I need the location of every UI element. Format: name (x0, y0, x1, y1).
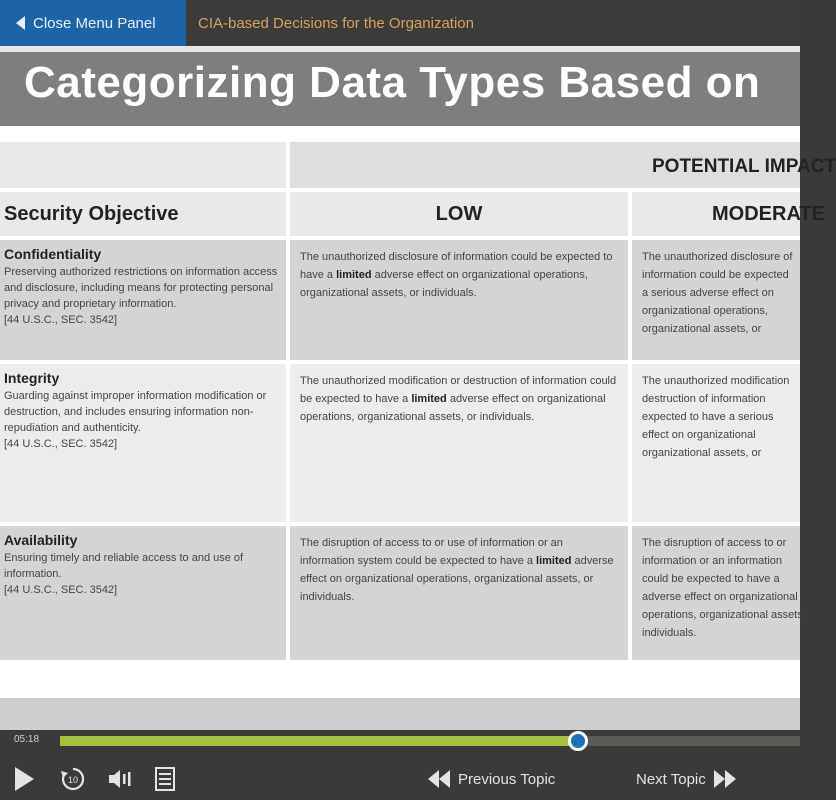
previous-topic-label: Previous Topic (458, 770, 556, 788)
moderate-line: adverse effect on organizational (642, 591, 798, 603)
security-objective-header (0, 192, 286, 236)
transcript-button[interactable] (152, 764, 178, 794)
previous-topic-button[interactable] (428, 764, 555, 794)
moderate-label: MODERATE (712, 203, 825, 225)
impact-table (0, 138, 836, 698)
svg-text:10: 10 (67, 775, 79, 785)
moderate-line: individuals. (642, 627, 697, 639)
low-impact-text-end: adverse effect on organizational operations, organizational assets, or individuals. (300, 555, 614, 603)
next-topic-label: Next Topic (636, 770, 706, 788)
play-icon (12, 765, 36, 793)
objective-name: Integrity (4, 370, 60, 386)
low-header (290, 192, 628, 236)
low-impact-emphasis: limited (411, 393, 447, 405)
low-impact-text: The unauthorized disclosure of information could be expected to have a (300, 251, 613, 281)
potential-impact-label: POTENTIAL IMPACT (652, 156, 836, 177)
low-impact-text: The disruption of access to or use of information or an information system could be expected to have a (300, 537, 563, 567)
progress-fill (60, 736, 578, 746)
objective-name: Availability (4, 532, 78, 548)
moderate-line: a serious adverse effect on (642, 287, 774, 299)
moderate-line: effect on organizational (642, 429, 756, 441)
slide-title: Categorizing Data Types Based on (24, 58, 761, 107)
table-row-confidentiality-moderate (632, 240, 800, 360)
low-impact-emphasis: limited (336, 269, 372, 281)
low-impact-emphasis: limited (536, 555, 572, 567)
low-impact-text: The unauthorized modification or destruction of information could be expected to have a (300, 375, 617, 405)
double-chevron-left-icon (428, 770, 450, 788)
elapsed-time: 05:18 (14, 734, 40, 745)
moderate-line: operations, organizational assets (642, 609, 803, 621)
chevron-left-icon (16, 16, 25, 30)
table-row-availability-moderate (632, 526, 803, 660)
table-row-availability-low (290, 526, 628, 660)
objective-name: Confidentiality (4, 246, 102, 262)
close-menu-panel-button[interactable] (0, 0, 186, 46)
moderate-line: organizational assets, or (642, 447, 762, 459)
low-impact-text-end: adverse effect on organizational operations, organizational assets, or individuals. (300, 393, 606, 423)
table-row-integrity-moderate (632, 364, 800, 522)
transcript-icon (154, 766, 176, 792)
topic-title: CIA-based Decisions for the Organization (198, 14, 474, 32)
objective-description: Preserving authorized restrictions on information access and disclosure, including means for protecting personal privacy and proprietary information. (4, 266, 278, 310)
moderate-line: destruction of information (642, 393, 766, 405)
low-label: LOW (435, 203, 483, 225)
volume-button[interactable] (106, 764, 134, 794)
table-row-integrity-objective (0, 364, 286, 522)
slide-title-band (0, 52, 800, 126)
moderate-line: The unauthorized disclosure of (642, 251, 793, 263)
table-row-availability-objective (0, 526, 286, 660)
volume-icon (107, 767, 133, 791)
moderate-line: information or an information (642, 555, 783, 567)
moderate-line: The unauthorized modification (642, 375, 790, 387)
table-corner (0, 142, 286, 188)
security-objective-label: Security Objective (4, 203, 179, 225)
double-chevron-right-icon (714, 770, 736, 788)
objective-description: Guarding against improper information modification or destruction, and includes ensuring information non-repudiation and authenticity. (4, 390, 267, 434)
table-row-integrity-low (290, 364, 628, 522)
replay-10-icon (59, 765, 87, 793)
moderate-line: organizational assets, or (642, 323, 762, 335)
low-impact-text-end: adverse effect on organizational operations, organizational assets, or individuals. (300, 269, 588, 299)
objective-description: Ensuring timely and reliable access to and use of information. (4, 552, 244, 580)
moderate-line: organizational operations, (642, 305, 768, 317)
objective-reference: [44 U.S.C., SEC. 3542] (4, 438, 118, 450)
moderate-line: expected to have a serious (642, 411, 774, 423)
potential-impact-header (290, 142, 836, 188)
objective-reference: [44 U.S.C., SEC. 3542] (4, 584, 118, 596)
play-button[interactable] (10, 764, 38, 794)
progress-bar[interactable] (60, 736, 800, 746)
moderate-line: The disruption of access to or (642, 537, 787, 549)
table-row-confidentiality-objective (0, 240, 286, 360)
slide-footer (0, 698, 800, 730)
next-topic-button[interactable] (636, 764, 736, 794)
moderate-header (632, 192, 825, 236)
moderate-line: could be expected to have a (642, 573, 780, 585)
objective-reference: [44 U.S.C., SEC. 3542] (4, 314, 118, 326)
table-row-confidentiality-low (290, 240, 628, 360)
top-bar (0, 0, 800, 46)
player-controls (0, 730, 800, 800)
close-menu-panel-label: Close Menu Panel (33, 14, 156, 32)
progress-handle[interactable] (568, 731, 588, 751)
moderate-line: information could be expected (642, 269, 789, 281)
replay-button[interactable] (58, 764, 88, 794)
slide-content (0, 46, 836, 730)
divider (0, 126, 800, 138)
